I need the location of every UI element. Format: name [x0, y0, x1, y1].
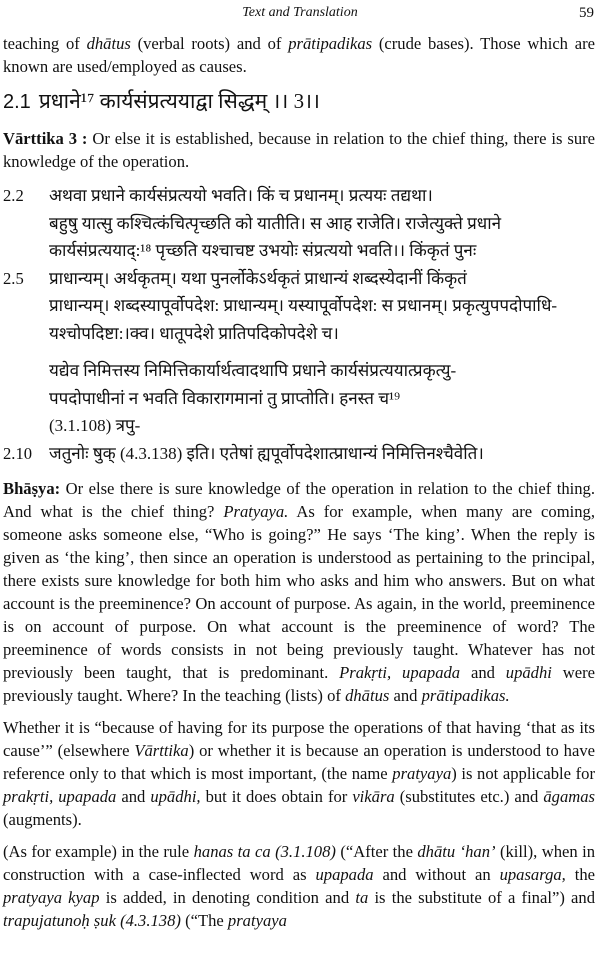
stanza-gap — [3, 347, 595, 357]
line-number: 2.10 — [3, 443, 33, 463]
sanskrit-line — [3, 440, 595, 468]
sanskrit-line — [3, 357, 595, 385]
sanskrit-line-text: प्राधान्यम्। अर्थकृतम्। यथा पुनर्लोकेऽर्थकृतं प्राधान्यं शब्दस्येदानीं किंकृतं — [49, 268, 467, 288]
sanskrit-line-text: कार्यसंप्रत्ययाद्:¹⁸ पृच्छति यश्चाचष्ट उभयोः संप्रत्ययो भवति।। किंकृतं पुनः — [49, 241, 477, 260]
bhasya-label: Bhāṣya: — [3, 479, 61, 498]
sanskrit-line — [3, 210, 595, 238]
varttika-label: Vārttika 3 : — [3, 129, 88, 148]
sanskrit-line-text: यद्येव निमित्तस्य निमित्तिकार्यार्थत्वादथापि प्रधाने कार्यसंप्रत्ययात्प्रकृत्यु- — [49, 361, 457, 380]
page-body — [3, 32, 595, 932]
sanskrit-text-block — [3, 182, 595, 467]
sutra-number: 2.1 — [3, 91, 31, 113]
sanskrit-line-text: प्राधान्यम्। शब्दस्यापूर्वोपदेश: प्राधान्यम्। यस्यापूर्वोपदेश: स प्रधानम्। प्रकृत्युपपदोपाधि- — [49, 296, 558, 315]
sutra-text: प्रधाने¹⁷ कार्यसंप्रत्ययाद्वा सिद्धम् ।। 3।। — [38, 89, 320, 113]
sanskrit-line-text: बहुषु यात्सु कश्चित्कंचित्पृच्छति को यातीति। स आह राजेति। राजेत्युक्ते प्रधाने — [49, 213, 502, 233]
bhasya-paragraph: Bhāṣya: Or else there is sure knowledge of the operation in relation to the chief thing. And what is the chief thing? Pratyaya. As for example, when many are coming, someone asks someone else, “Who is going?” He says ‘The king’. When the reply is given as ‘the king’, then since an operation is understood as pertaining to the principal, there exists sure knowledge for both him who asks and him who answers. But on what account is the preeminence? On account of purpose. As again, in the world, preeminence is on account of purpose. On what account is the preeminence of word? The preeminence of words consists in not being previously taught. Whatever has not previously been taught, that is predominant. Prakṛti, upapada and upādhi were previously taught. Where? In the teaching (lists) of dhātus and prātipadikas. — [3, 479, 595, 705]
sanskrit-line — [3, 265, 595, 293]
sanskrit-line-text: जतुनोः षुक् (4.3.138) इति। एतेषां ह्यपूर्वोपदेशात्प्राधान्यं निमित्तिनश्चैवेति। — [49, 443, 484, 463]
sanskrit-line-text: यश्चोपदिष्टा:।क्व। धातूपदेशे प्रातिपदिकोपदेशे च। — [49, 323, 339, 343]
sanskrit-line — [3, 412, 595, 440]
sanskrit-line-text: अथवा प्रधाने कार्यसंप्रत्ययो भवति। किं च प्रधानम्। प्रत्ययः तद्यथा। — [49, 186, 433, 205]
sanskrit-line-text: पपदोपाधीनां न भवति विकारागमानां तु प्राप्तोति। हनस्त च¹⁹ — [49, 388, 401, 408]
varttika-paragraph: Vārttika 3 : Or else it is established, because in relation to the chief thing, there is sure knowledge of the operation. — [3, 129, 596, 171]
page-header — [0, 3, 600, 23]
running-title: Text and Translation — [242, 5, 358, 20]
sanskrit-line — [3, 292, 595, 320]
example-paragraph: (As for example) in the rule hanas ta ca (3.1.108) (“After the dhātu ‘han’ (kill), when in construction with a case-inflected word as upapada and without an upasarga, the pratyaya kyap is added, in denoting condition and ta is the substitute of a final”) and trapujatunoḥ ṣuk (4.3.138) (“The pratyaya — [3, 842, 596, 930]
page-number: 59 — [579, 5, 594, 21]
sanskrit-line — [3, 182, 595, 210]
line-number: 2.5 — [3, 268, 24, 288]
line-number: 2.2 — [3, 186, 24, 205]
sanskrit-line — [3, 237, 595, 265]
sanskrit-line — [3, 385, 595, 413]
sanskrit-line — [3, 320, 595, 348]
intro-paragraph: teaching of dhātus (verbal roots) and of prātipadikas (crude bases). Those which are known are used/employed as causes. — [3, 34, 596, 76]
sutra-heading — [3, 87, 595, 116]
sanskrit-line-text: (3.1.108) त्रपु- — [49, 416, 141, 435]
explanation-paragraph: Whether it is “because of having for its purpose the operations of that having ‘that as its cause’” (elsewhere Vārttika) or whether it is because an operation is understood to have reference only to that which is most important, (the name pratyaya) is not applicable for prakṛti, upapada and upādhi, but it does obtain for vikāra (substitutes etc.) and āgamas (augments). — [3, 718, 596, 829]
